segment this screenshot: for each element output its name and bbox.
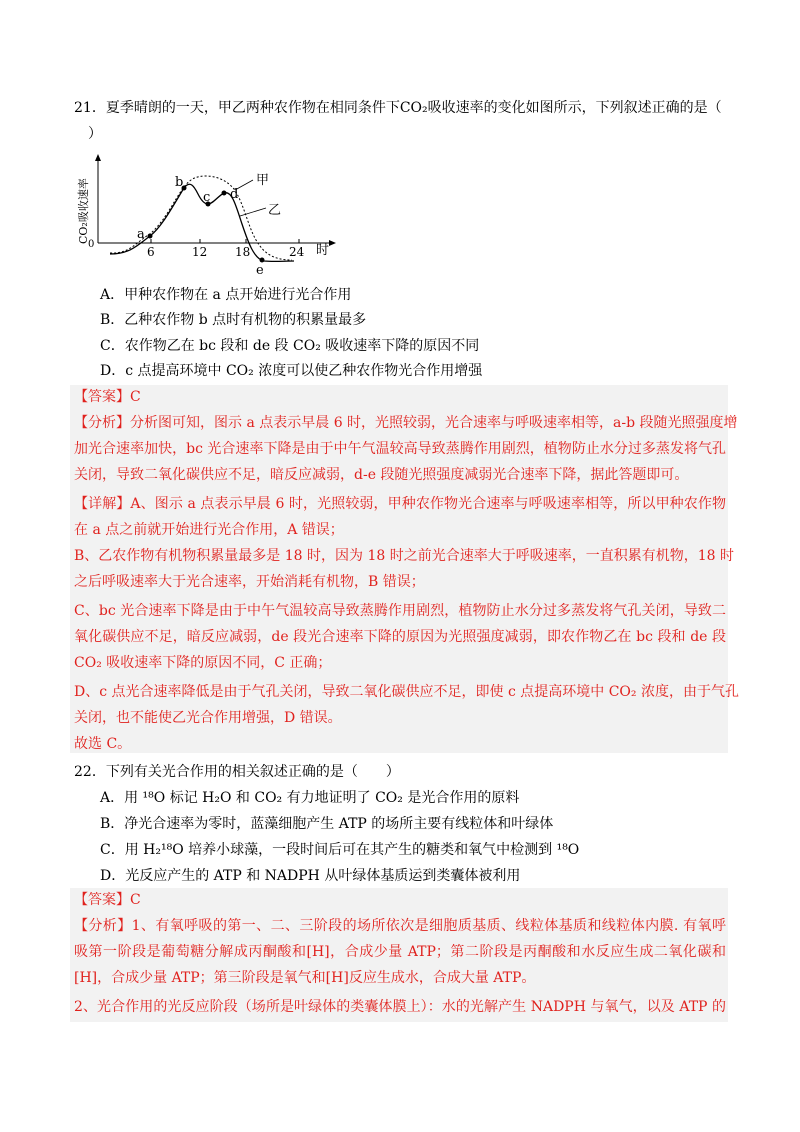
graph-point-e: e — [256, 263, 264, 278]
q22-stem: 22．下列有关光合作用的相关叙述正确的是（ ） — [74, 764, 400, 780]
q21-option-b: B．乙种农作物 b 点时有机物的积累量最多 — [100, 312, 367, 328]
graph-ylabel: CO₂吸收速率 — [77, 178, 90, 244]
q21-detail-line: CO₂ 吸收速率下降的原因不同，C 正确； — [74, 655, 332, 671]
q21-detail-line: 【详解】A、图示 a 点表示早晨 6 时，光照较弱，甲种农作物光合速率与呼吸速率相等，所以甲种农作物 — [74, 496, 726, 512]
q22-option-d: D．光反应产生的 ATP 和 NADPH 从叶绿体基质运到类囊体被利用 — [100, 868, 521, 884]
q21-detail-line: 关闭，也不能使乙光合作用增强，D 错误。 — [74, 710, 342, 726]
q21-stem-close: ） — [88, 126, 102, 142]
q21-analysis-line: 【分析】分析图可知，图示 a 点表示早晨 6 时，光照较弱，光合速率与呼吸速率相等，a-b 段随光照强度增 — [74, 415, 738, 431]
graph-tick-24: 24 — [289, 245, 305, 259]
graph-point-a: a — [137, 227, 145, 242]
q21-option-c: C．农作物乙在 bc 段和 de 段 CO₂ 吸收速率下降的原因不同 — [100, 338, 480, 354]
q22-option-b: B．净光合速率为零时，蓝藻细胞产生 ATP 的场所主要有线粒体和叶绿体 — [100, 816, 554, 832]
graph-tick-18: 18 — [235, 245, 251, 259]
q21-detail-line: 在 a 点之前就开始进行光合作用，A 错误； — [74, 522, 344, 538]
q21-detail-line: C、bc 光合速率下降是由于中午气温较高导致蒸腾作用剧烈，植物防止水分过多蒸发将气孔关闭，导致二 — [74, 603, 726, 619]
q21-analysis-line: 加光合速率加快，bc 光合速率下降是由于中午气温较高导致蒸腾作用剧烈，植物防止水分过多蒸发将气孔 — [74, 441, 726, 457]
q21-detail-line: B、乙农作物有机物积累量最多是 18 时，因为 18 时之前光合速率大于呼吸速率，一直积累有机物，18 时 — [74, 548, 734, 564]
q21-option-a: A．甲种农作物在 a 点开始进行光合作用 — [100, 287, 352, 303]
q22-answer: 【答案】C — [74, 892, 141, 908]
q22-option-a: A．用 ¹⁸O 标记 H₂O 和 CO₂ 有力地证明了 CO₂ 是光合作用的原料 — [100, 790, 520, 806]
q22-analysis-line: [H]，合成少量 ATP；第三阶段是氧气和[H]反应生成水，合成大量 ATP。 — [74, 970, 536, 986]
q21-detail-line: 氧化碳供应不足，暗反应减弱，de 段光合速率下降的原因为光照强度减弱，即农作物乙在 bc 段和 de 段 — [74, 629, 726, 645]
graph-curve-jia: 甲 — [256, 173, 270, 188]
graph-curve-yi: 乙 — [268, 203, 282, 218]
q22-analysis-line: 2、光合作用的光反应阶段（场所是叶绿体的类囊体膜上）：水的光解产生 NADPH 与氧气，以及 ATP 的 — [74, 999, 726, 1015]
co2-absorption-graph — [70, 150, 350, 280]
q21-option-d: D．c 点提高环境中 CO₂ 浓度可以使乙种农作物光合作用增强 — [100, 363, 483, 379]
q22-analysis-line: 【分析】1、有氧呼吸的第一、二、三阶段的场所依次是细胞质基质、线粒体基质和线粒体内膜. 有氧呼 — [74, 918, 726, 934]
graph-tick-12: 12 — [192, 245, 208, 259]
graph-xlabel: 时 — [316, 243, 330, 258]
graph-point-c: c — [203, 190, 211, 205]
q22-option-c: C．用 H₂¹⁸O 培养小球藻，一段时间后可在其产生的糖类和氧气中检测到 ¹⁸O — [100, 842, 580, 858]
graph-point-d: d — [230, 187, 239, 202]
graph-point-b: b — [175, 175, 184, 190]
q21-stem: 21．夏季晴朗的一天，甲乙两种农作物在相同条件下CO₂吸收速率的变化如图所示，下列叙述正确的是（ — [74, 100, 722, 116]
q22-analysis-line: 吸第一阶段是葡萄糖分解成丙酮酸和[H]，合成少量 ATP；第二阶段是丙酮酸和水反应生成二氧化碳和 — [74, 944, 726, 960]
q21-detail-line: 故选 C。 — [74, 736, 132, 752]
q21-detail-line: D、c 点光合速率降低是由于气孔关闭，导致二氧化碳供应不足，即使 c 点提高环境中 CO₂ 浓度，由于气孔 — [74, 684, 739, 700]
q21-answer: 【答案】C — [74, 389, 141, 405]
graph-origin: 0 — [88, 239, 95, 250]
q21-detail-line: 之后呼吸速率大于光合速率，开始消耗有机物，B 错误； — [74, 574, 425, 590]
graph-tick-6: 6 — [147, 245, 155, 259]
q21-analysis-line: 关闭，导致二氧化碳供应不足，暗反应减弱，d-e 段随光照强度减弱光合速率下降，据此答题即可。 — [74, 467, 689, 483]
